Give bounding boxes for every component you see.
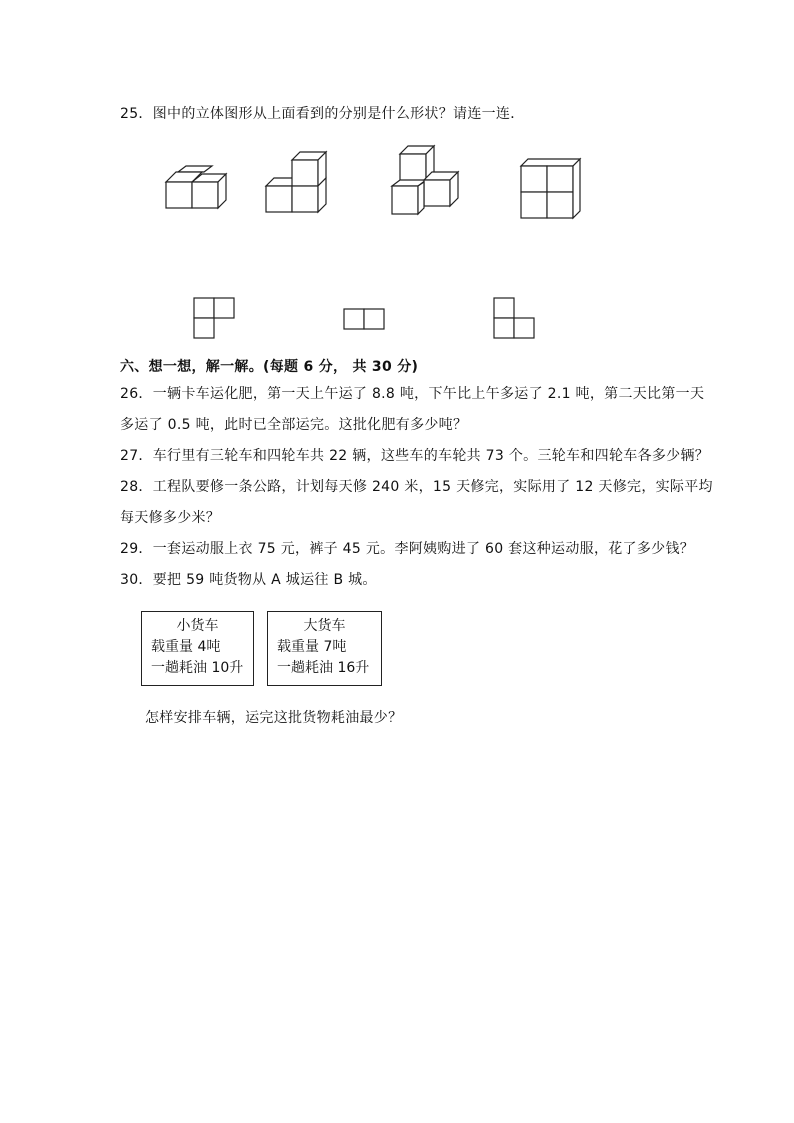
question-25-text: 25．图中的立体图形从上面看到的分别是什么形状？请连一连． bbox=[120, 106, 525, 122]
figure-2-solid bbox=[266, 152, 326, 212]
top-view-a bbox=[194, 298, 234, 338]
solid-figures-drawing bbox=[0, 0, 794, 360]
small-truck-fuel: 一趟耗油 10升 bbox=[151, 660, 244, 676]
question-28-line-1: 28．工程队要修一条公路，计划每天修 240 米，15 天修完，实际用了 12 天修完，实际平均 bbox=[120, 479, 713, 495]
small-truck-box bbox=[141, 611, 254, 686]
question-30-followup: 怎样安排车辆，运完这批货物耗油最少？ bbox=[145, 710, 403, 726]
top-view-b bbox=[344, 309, 384, 329]
question-27: 27．车行里有三轮车和四轮车共 22 辆，这些车的车轮共 73 个。三轮车和四轮车各多少辆？ bbox=[120, 448, 710, 464]
large-truck-capacity: 载重量 7吨 bbox=[277, 639, 347, 655]
small-truck-title: 小货车 bbox=[176, 618, 219, 634]
question-28-line-2: 每天修多少米？ bbox=[120, 510, 221, 526]
figure-1-solid bbox=[166, 166, 226, 208]
small-truck-capacity: 载重量 4吨 bbox=[151, 639, 221, 655]
figure-4-solid bbox=[521, 159, 580, 218]
large-truck-fuel: 一趟耗油 16升 bbox=[277, 660, 370, 676]
question-29: 29．一套运动服上衣 75 元，裤子 45 元。李阿姨购进了 60 套这种运动服，花了多少钱？ bbox=[120, 541, 695, 557]
section-6-heading: 六、想一想，解一解。(每题 6 分， 共 30 分) bbox=[120, 359, 419, 375]
question-30: 30．要把 59 吨货物从 A 城运往 B 城。 bbox=[120, 572, 377, 588]
question-26-line-1: 26．一辆卡车运化肥，第一天上午运了 8.8 吨，下午比上午多运了 2.1 吨，第二天比第一天 bbox=[120, 386, 705, 402]
figure-3-solid bbox=[392, 146, 458, 214]
large-truck-title: 大货车 bbox=[303, 618, 346, 634]
top-view-c bbox=[494, 298, 534, 338]
large-truck-box bbox=[267, 611, 382, 686]
question-26-line-2: 多运了 0.5 吨，此时已全部运完。这批化肥有多少吨？ bbox=[120, 417, 468, 433]
